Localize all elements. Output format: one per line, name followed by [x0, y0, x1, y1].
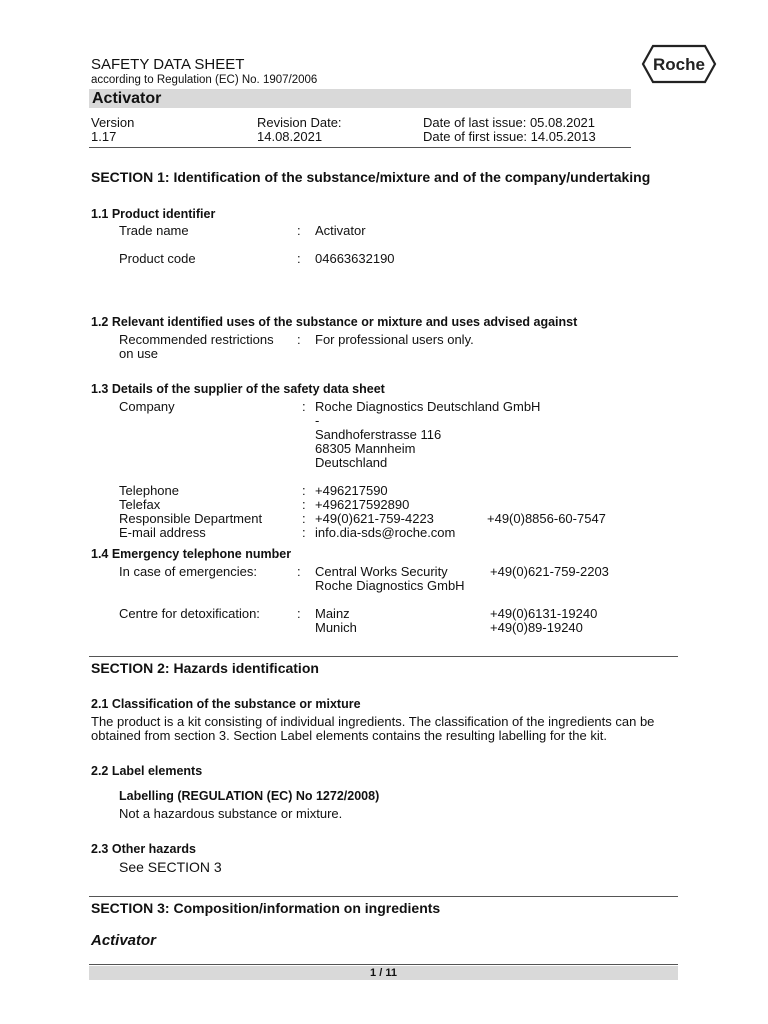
- product-code-value: 04663632190: [315, 251, 395, 266]
- telefax-value: +496217592890: [315, 497, 410, 512]
- regulation-text: according to Regulation (EC) No. 1907/2006: [91, 74, 318, 86]
- colon: :: [302, 497, 306, 512]
- detox-city-2: Munich: [315, 620, 357, 635]
- s21-title: 2.1 Classification of the substance or mixture: [91, 697, 361, 711]
- restrictions-value: For professional users only.: [315, 332, 474, 347]
- revision-label: Revision Date:: [257, 115, 342, 130]
- resp-dept-label: Responsible Department: [119, 511, 263, 526]
- section1-heading: SECTION 1: Identification of the substance/mixture and of the company/undertaking: [91, 169, 651, 185]
- emergency-phone: +49(0)621-759-2203: [490, 564, 609, 579]
- colon: :: [297, 251, 301, 266]
- colon: :: [302, 399, 306, 414]
- s14-title: 1.4 Emergency telephone number: [91, 547, 292, 561]
- emergency-contact-2: Roche Diagnostics GmbH: [315, 578, 465, 593]
- s23-title: 2.3 Other hazards: [91, 842, 196, 856]
- company-name: Roche Diagnostics Deutschland GmbH: [315, 399, 541, 414]
- company-dash: -: [315, 413, 320, 428]
- company-country: Deutschland: [315, 455, 388, 470]
- s11-title: 1.1 Product identifier: [91, 207, 216, 221]
- roche-logo: [641, 44, 717, 84]
- restrictions-label-line2: on use: [119, 346, 159, 361]
- footer-divider-top: [89, 964, 678, 965]
- detox-phone-1: +49(0)6131-19240: [490, 606, 598, 621]
- page-number: 1 / 11: [370, 967, 397, 979]
- version-value: 1.17: [91, 129, 117, 144]
- colon: :: [302, 511, 306, 526]
- last-issue-date: Date of last issue: 05.08.2021: [423, 115, 596, 130]
- document-title: SAFETY DATA SHEET: [91, 56, 245, 73]
- s12-title: 1.2 Relevant identified uses of the substance or mixture and uses advised against: [91, 315, 578, 329]
- company-street: Sandhoferstrasse 116: [315, 427, 442, 442]
- telefax-label: Telefax: [119, 497, 161, 512]
- s13-title: 1.3 Details of the supplier of the safety data sheet: [91, 382, 385, 396]
- email-label: E-mail address: [119, 525, 206, 540]
- email-value[interactable]: info.dia-sds@roche.com: [315, 525, 456, 540]
- trade-name-label: Trade name: [119, 223, 189, 238]
- revision-value: 14.08.2021: [257, 129, 323, 144]
- product-code-label: Product code: [119, 251, 196, 266]
- detox-phone-2: +49(0)89-19240: [490, 620, 583, 635]
- colon: :: [297, 332, 301, 347]
- restrictions-label-line1: Recommended restrictions: [119, 332, 274, 347]
- telephone-value: +496217590: [315, 483, 388, 498]
- detox-label: Centre for detoxification:: [119, 606, 260, 621]
- section3-heading: SECTION 3: Composition/information on ingredients: [91, 900, 441, 916]
- emergency-contact-1: Central Works Security: [315, 564, 448, 579]
- colon: :: [297, 223, 301, 238]
- colon: :: [302, 483, 306, 498]
- s21-text-line2: obtained from section 3. Section Label elements contains the resulting labelling for the kit.: [91, 728, 607, 743]
- company-city: 68305 Mannheim: [315, 441, 416, 456]
- labelling-title: Labelling (REGULATION (EC) No 1272/2008): [119, 789, 380, 803]
- resp-dept-value-2: +49(0)8856-60-7547: [487, 511, 606, 526]
- labelling-text: Not a hazardous substance or mixture.: [119, 806, 343, 821]
- product-title: Activator: [92, 90, 162, 107]
- product-title-bar: [89, 89, 631, 108]
- section3-subheading: Activator: [91, 932, 157, 949]
- s22-title: 2.2 Label elements: [91, 764, 203, 778]
- first-issue-date: Date of first issue: 14.05.2013: [423, 129, 596, 144]
- detox-city-1: Mainz: [315, 606, 350, 621]
- colon: :: [302, 525, 306, 540]
- emergency-label: In case of emergencies:: [119, 564, 258, 579]
- roche-logo-text: Roche: [653, 55, 705, 74]
- resp-dept-value: +49(0)621-759-4223: [315, 511, 434, 526]
- section2-heading: SECTION 2: Hazards identification: [91, 660, 319, 676]
- section3-divider: [89, 896, 678, 897]
- company-label: Company: [119, 399, 175, 414]
- trade-name-value: Activator: [315, 223, 366, 238]
- section2-divider: [89, 656, 678, 657]
- s23-text: See SECTION 3: [119, 859, 222, 875]
- colon: :: [297, 564, 301, 579]
- telephone-label: Telephone: [119, 483, 179, 498]
- header-divider: [89, 147, 631, 148]
- s21-text-line1: The product is a kit consisting of individual ingredients. The classification of the ingredients can be: [91, 714, 655, 729]
- version-label: Version: [91, 115, 135, 130]
- colon: :: [297, 606, 301, 621]
